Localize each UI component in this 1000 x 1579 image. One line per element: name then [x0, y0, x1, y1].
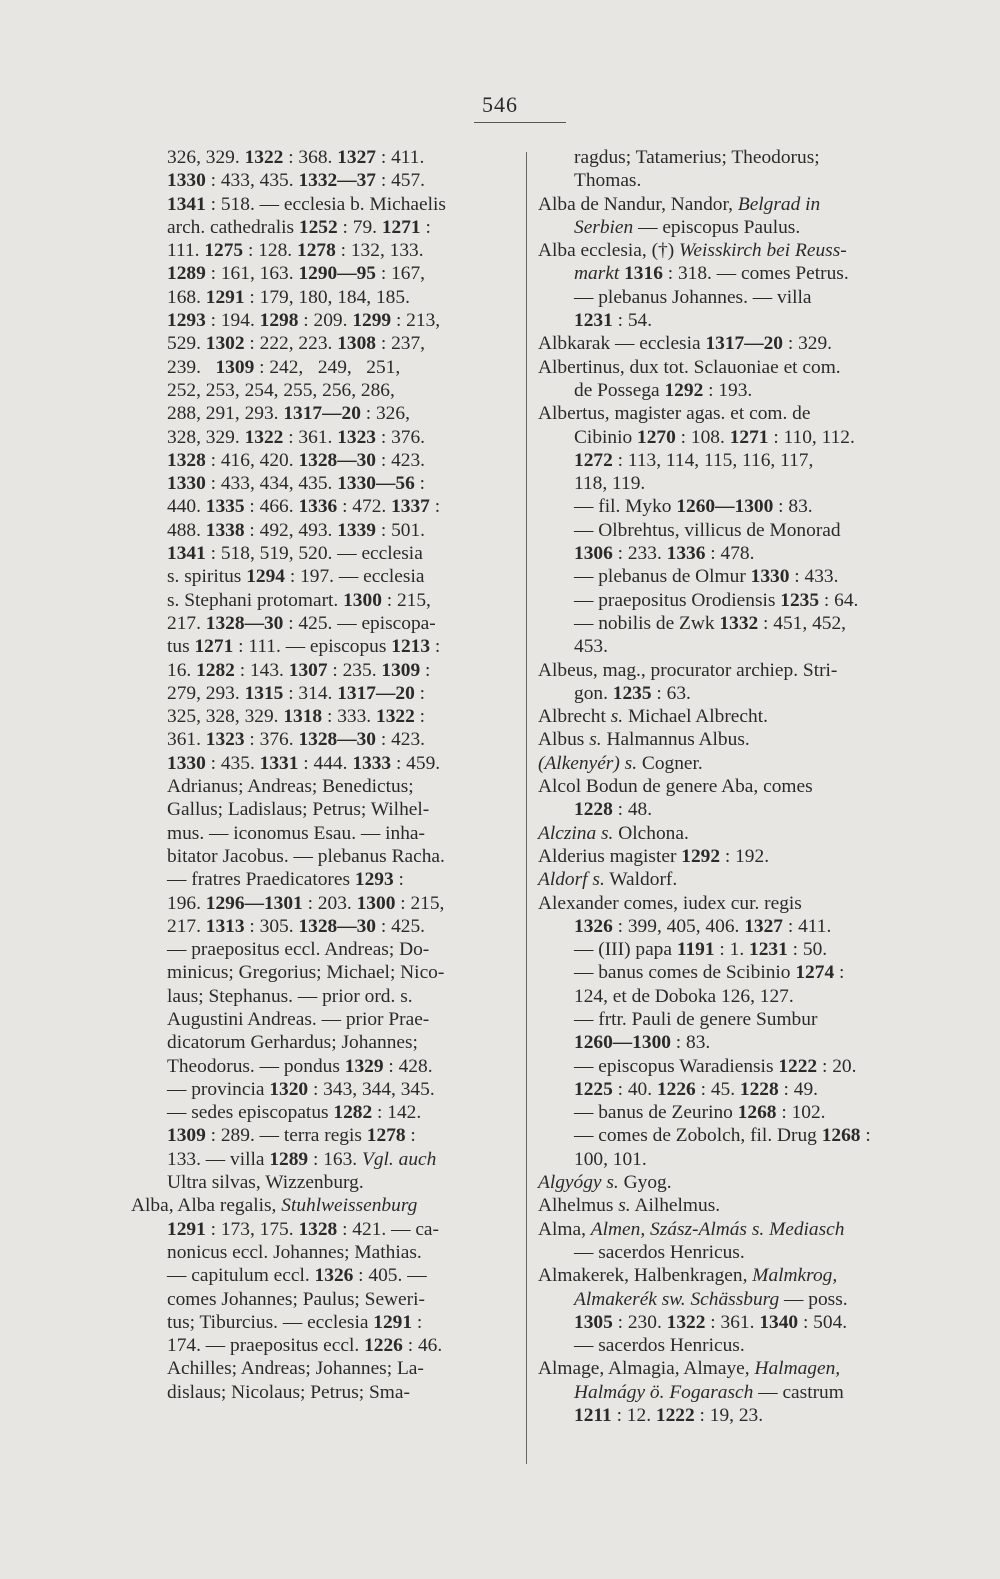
right-column-line: Albertinus, dux tot. Sclauoniae et com. — [538, 356, 841, 378]
right-column-line: 118, 119. — [574, 473, 646, 495]
left-column-line: 111. 1275 : 128. 1278 : 132, 133. — [167, 240, 424, 262]
left-column-line: dicatorum Gerhardus; Johannes; — [167, 1032, 418, 1054]
left-column-line: 1330 : 433, 435. 1332—37 : 457. — [167, 170, 426, 192]
right-column-line: 1225 : 40. 1226 : 45. 1228 : 49. — [574, 1078, 819, 1100]
right-column-line: Almakerek, Halbenkragen, Malmkrog, — [538, 1265, 838, 1287]
right-column-line: 1306 : 233. 1336 : 478. — [574, 543, 755, 565]
left-column-line: 1328 : 416, 420. 1328—30 : 423. — [167, 449, 426, 471]
left-column — [131, 146, 521, 1404]
left-column-line: comes Johannes; Paulus; Seweri- — [167, 1288, 425, 1310]
left-column-line: 174. — praepositus eccl. 1226 : 46. — [167, 1335, 443, 1357]
left-column-line: Achilles; Andreas; Johannes; La- — [167, 1358, 424, 1380]
left-column-line: laus; Stephanus. — prior ord. s. — [167, 985, 413, 1007]
left-column-line: 168. 1291 : 179, 180, 184, 185. — [167, 286, 410, 308]
left-column-line: 1341 : 518, 519, 520. — ecclesia — [167, 543, 423, 565]
left-column-line: 252, 253, 254, 255, 256, 286, — [167, 379, 395, 401]
left-column-line: s. spiritus 1294 : 197. — ecclesia — [167, 566, 425, 588]
left-column-line: 239. 1309 : 242, 249, 251, — [167, 356, 401, 378]
right-column-line: 1305 : 230. 1322 : 361. 1340 : 504. — [574, 1311, 848, 1333]
right-column-line: 100, 101. — [574, 1148, 647, 1170]
left-column-line: 1330 : 435. 1331 : 444. 1333 : 459. — [167, 752, 441, 774]
page-number: 546 — [482, 92, 518, 117]
left-column-line: 1341 : 518. — ecclesia b. Michaelis — [167, 193, 446, 215]
left-column-line: tus 1271 : 111. — episcopus 1213 : — [167, 636, 441, 658]
column-divider — [526, 152, 527, 1464]
left-column-line: Theodorus. — pondus 1329 : 428. — [167, 1055, 433, 1077]
left-column-line: 288, 291, 293. 1317—20 : 326, — [167, 403, 410, 425]
left-column-line: 1330 : 433, 434, 435. 1330—56 : — [167, 473, 426, 495]
right-column-line: Algyógy s. Gyog. — [538, 1172, 672, 1194]
left-column-line: 328, 329. 1322 : 361. 1323 : 376. — [167, 426, 426, 448]
left-column-line: nonicus eccl. Johannes; Mathias. — [167, 1241, 422, 1263]
right-column-line: 1231 : 54. — [574, 310, 653, 332]
right-column-line: Alma, Almen, Szász-Almás s. Mediasch — [538, 1218, 845, 1240]
right-column-line: Alba de Nandur, Nandor, Belgrad in — [538, 193, 821, 215]
left-column-line: — capitulum eccl. 1326 : 405. — — [167, 1265, 427, 1287]
left-column-line: — fratres Praedicatores 1293 : — [167, 869, 404, 891]
left-column-line: arch. cathedralis 1252 : 79. 1271 : — [167, 216, 431, 238]
left-column-line: — provincia 1320 : 343, 344, 345. — [167, 1078, 435, 1100]
left-column-line: 1289 : 161, 163. 1290—95 : 167, — [167, 263, 426, 285]
right-column-line: — nobilis de Zwk 1332 : 451, 452, — [574, 612, 847, 634]
right-column-line: gon. 1235 : 63. — [574, 682, 691, 704]
right-column-line: — episcopus Waradiensis 1222 : 20. — [574, 1055, 857, 1077]
left-column-line: 529. 1302 : 222, 223. 1308 : 237, — [167, 333, 426, 355]
left-column-line: 488. 1338 : 492, 493. 1339 : 501. — [167, 519, 426, 541]
right-column-line: Thomas. — [574, 170, 642, 192]
right-column-line: Alderius magister 1292 : 192. — [538, 845, 770, 867]
right-column-line: Alhelmus s. Ailhelmus. — [538, 1195, 721, 1217]
right-column — [538, 146, 916, 1427]
right-column-line: Almage, Almagia, Almaye, Halmagen, — [538, 1358, 841, 1380]
left-column-line: dislaus; Nicolaus; Petrus; Sma- — [167, 1381, 410, 1403]
right-column-line: ragdus; Tatamerius; Theodorus; — [574, 147, 820, 168]
right-column-line: — fil. Myko 1260—1300 : 83. — [574, 496, 813, 518]
page-number-rule — [474, 122, 566, 123]
right-column-line: Alexander comes, iudex cur. regis — [538, 892, 802, 914]
left-column-line: 1309 : 289. — terra regis 1278 : — [167, 1125, 416, 1147]
right-column-line: Albus s. Halmannus Albus. — [538, 729, 750, 751]
right-column-line: Albrecht s. Michael Albrecht. — [538, 706, 768, 728]
right-column-line: 1211 : 12. 1222 : 19, 23. — [574, 1405, 764, 1427]
right-column-line: — banus de Zeurino 1268 : 102. — [574, 1102, 826, 1124]
right-column-line: 1260—1300 : 83. — [574, 1032, 711, 1054]
right-column-line: Serbien — episcopus Paulus. — [574, 216, 801, 238]
left-column-line: 361. 1323 : 376. 1328—30 : 423. — [167, 729, 426, 751]
left-column-line: 440. 1335 : 466. 1336 : 472. 1337 : — [167, 496, 441, 518]
right-column-line: Alcol Bodun de genere Aba, comes — [538, 776, 813, 798]
right-column-line: 453. — [574, 636, 608, 658]
left-column-line: 326, 329. 1322 : 368. 1327 : 411. — [167, 147, 425, 168]
left-column-line: tus; Tiburcius. — ecclesia 1291 : — [167, 1311, 423, 1333]
right-column-line: — Olbrehtus, villicus de Monorad — [574, 519, 841, 541]
right-column-line: Cibinio 1270 : 108. 1271 : 110, 112. — [574, 426, 855, 448]
left-column-line: Augustini Andreas. — prior Prae- — [167, 1008, 430, 1030]
right-column-line: — praepositus Orodiensis 1235 : 64. — [574, 589, 859, 611]
right-column-line: Albeus, mag., procurator archiep. Stri- — [538, 659, 838, 681]
left-column-line: Alba, Alba regalis, Stuhlweissenburg — [131, 1195, 418, 1217]
left-column-line: 279, 293. 1315 : 314. 1317—20 : — [167, 682, 426, 704]
left-column-line: 325, 328, 329. 1318 : 333. 1322 : — [167, 706, 426, 728]
right-column-line: — comes de Zobolch, fil. Drug 1268 : — [574, 1125, 871, 1147]
left-column-line: s. Stephani protomart. 1300 : 215, — [167, 589, 431, 611]
right-column-line: 1326 : 399, 405, 406. 1327 : 411. — [574, 915, 832, 937]
left-column-line: 217. 1328—30 : 425. — episcopa- — [167, 612, 436, 634]
left-column-line: 133. — villa 1289 : 163. Vgl. auch — [167, 1148, 437, 1170]
left-column-line: Ultra silvas, Wizzenburg. — [167, 1172, 364, 1194]
left-column-line: — praepositus eccl. Andreas; Do- — [167, 939, 430, 961]
right-column-line: — (III) papa 1191 : 1. 1231 : 50. — [574, 939, 828, 961]
right-column-line: 1228 : 48. — [574, 799, 653, 821]
left-column-line: 1293 : 194. 1298 : 209. 1299 : 213, — [167, 310, 441, 332]
left-column-line: mus. — iconomus Esau. — inha- — [167, 822, 425, 844]
right-column-line: — sacerdos Henricus. — [574, 1335, 745, 1357]
left-column-line: 1291 : 173, 175. 1328 : 421. — ca- — [167, 1218, 439, 1240]
right-column-line: markt 1316 : 318. — comes Petrus. — [574, 263, 849, 285]
left-column-line: 217. 1313 : 305. 1328—30 : 425. — [167, 915, 426, 937]
right-column-line: de Possega 1292 : 193. — [574, 379, 753, 401]
right-column-line: Albkarak — ecclesia 1317—20 : 329. — [538, 333, 833, 355]
right-column-line: — sacerdos Henricus. — [574, 1241, 745, 1263]
right-column-line: (Alkenyér) s. Cogner. — [538, 752, 703, 774]
right-column-line: Halmágy ö. Fogarasch — castrum — [574, 1381, 844, 1403]
right-column-line: Alba ecclesia, (†) Weisskirch bei Reuss- — [538, 240, 847, 262]
right-column-line: Albertus, magister agas. et com. de — [538, 403, 811, 425]
right-column-line: — banus comes de Scibinio 1274 : — [574, 962, 845, 984]
left-column-line: 196. 1296—1301 : 203. 1300 : 215, — [167, 892, 445, 914]
left-column-line: — sedes episcopatus 1282 : 142. — [167, 1102, 422, 1124]
right-column-line: — plebanus de Olmur 1330 : 433. — [574, 566, 839, 588]
left-column-line: 16. 1282 : 143. 1307 : 235. 1309 : — [167, 659, 431, 681]
left-column-line: bitator Jacobus. — plebanus Racha. — [167, 845, 445, 867]
right-column-line: Alczina s. Olchona. — [538, 822, 689, 844]
left-column-line: minicus; Gregorius; Michael; Nico- — [167, 962, 445, 984]
right-column-line: 1272 : 113, 114, 115, 116, 117, — [574, 449, 814, 471]
right-column-line: 124, et de Doboka 126, 127. — [574, 985, 794, 1007]
right-column-line: Almakerék sw. Schässburg — poss. — [574, 1288, 848, 1310]
right-column-line: Aldorf s. Waldorf. — [538, 869, 678, 891]
left-column-line: Adrianus; Andreas; Benedictus; — [167, 776, 414, 798]
left-column-line: Gallus; Ladislaus; Petrus; Wilhel- — [167, 799, 430, 821]
right-column-line: — frtr. Pauli de genere Sumbur — [574, 1008, 818, 1030]
right-column-line: — plebanus Johannes. — villa — [574, 286, 812, 308]
